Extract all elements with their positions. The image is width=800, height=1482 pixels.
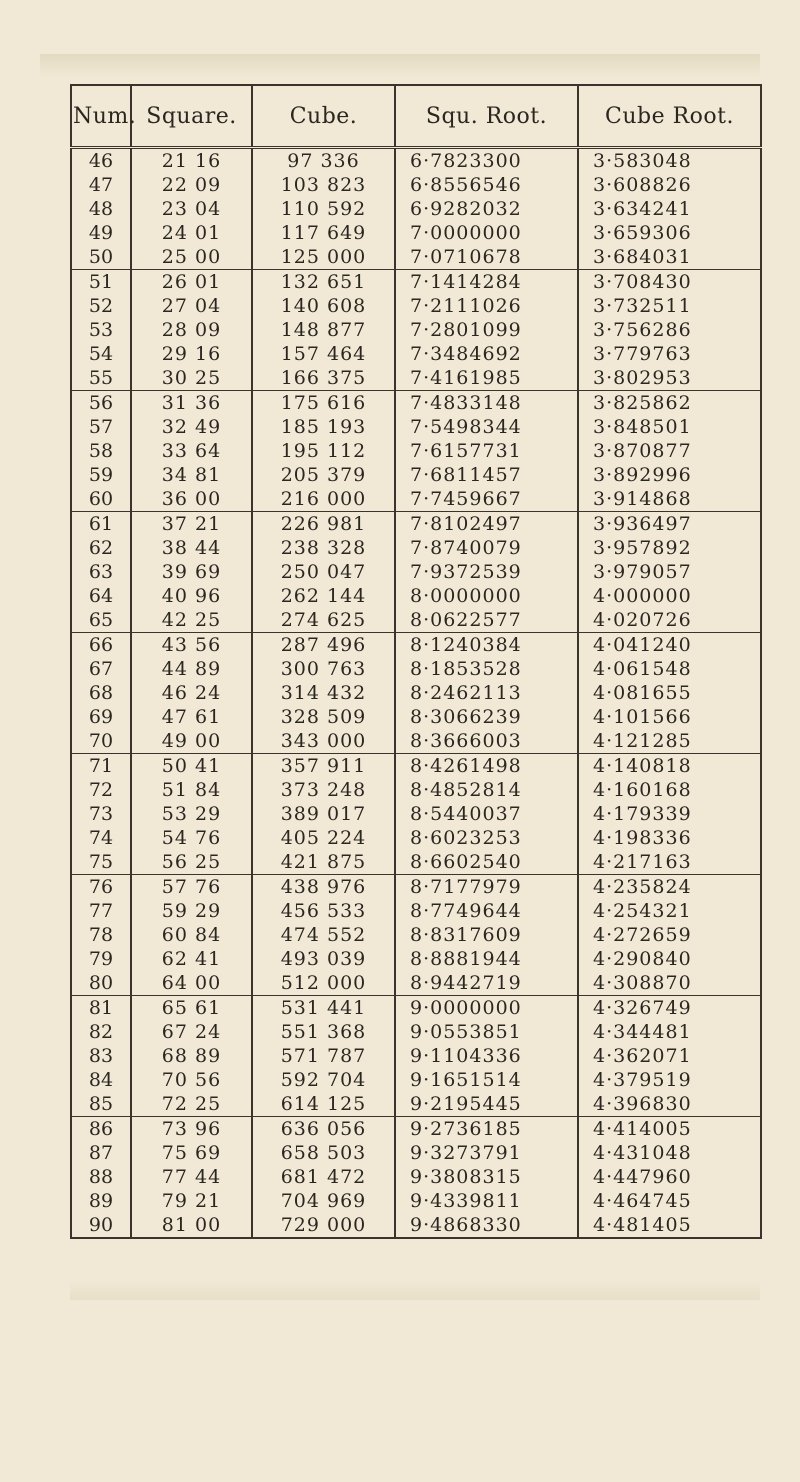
square-root-cell: 7·3484692 (395, 342, 578, 366)
num-cell: 70 (71, 729, 131, 754)
square-cell: 39 69 (131, 560, 252, 584)
cube-root-cell: 3·659306 (578, 221, 761, 245)
table-row (71, 899, 761, 923)
square-root-cell: 8·3066239 (395, 705, 578, 729)
header-square: Square. (131, 85, 252, 148)
table-row (71, 1020, 761, 1044)
cube-cell: 287 496 (252, 633, 395, 658)
square-root-cell: 7·9372539 (395, 560, 578, 584)
square-root-cell: 8·0000000 (395, 584, 578, 608)
cube-root-cell: 3·870877 (578, 439, 761, 463)
cube-cell: 117 649 (252, 221, 395, 245)
square-cell: 64 00 (131, 971, 252, 996)
table-row (71, 778, 761, 802)
num-cell: 90 (71, 1213, 131, 1238)
square-cell: 32 49 (131, 415, 252, 439)
num-cell: 85 (71, 1092, 131, 1117)
cube-cell: 314 432 (252, 681, 395, 705)
num-cell: 59 (88, 464, 114, 486)
square-root-cell: 8·6602540 (395, 850, 578, 875)
cube-root-cell: 3·914868 (578, 487, 761, 512)
cube-root-cell: 4·379519 (578, 1068, 761, 1092)
square-cell: 37 21 (131, 512, 252, 537)
cube-root-cell: 4·431048 (578, 1141, 761, 1165)
square-root-cell: 9·3273791 (395, 1141, 578, 1165)
num-cell: 68 (88, 682, 114, 704)
square-root-cell: 6·9282032 (395, 197, 578, 221)
square-root-cell: 9·2736185 (395, 1117, 578, 1142)
cube-cell: 195 112 (252, 439, 395, 463)
square-cell: 26 01 (131, 270, 252, 295)
cube-cell: 157 464 (252, 342, 395, 366)
table-row (71, 342, 761, 366)
cube-cell: 250 047 (252, 560, 395, 584)
num-cell: 77 (88, 900, 114, 922)
num-cell: 81 (88, 997, 114, 1019)
square-cell: 47 61 (131, 705, 252, 729)
square-cell: 21 16 (131, 148, 252, 174)
cube-root-cell: 3·708430 (578, 270, 761, 295)
header-cube: Cube. (252, 85, 395, 148)
cube-root-cell: 3·979057 (578, 560, 761, 584)
num-cell: 52 (88, 295, 114, 317)
cube-cell: 493 039 (252, 947, 395, 971)
square-root-cell: 7·0000000 (395, 221, 578, 245)
table-row (71, 560, 761, 584)
square-cell: 34 81 (131, 463, 252, 487)
page-top-edge (40, 54, 760, 78)
cube-root-cell: 3·732511 (578, 294, 761, 318)
table-row (71, 197, 761, 221)
square-cell: 62 41 (131, 947, 252, 971)
cube-root-cell: 4·414005 (578, 1117, 761, 1142)
cube-cell: 103 823 (252, 173, 395, 197)
cube-root-cell: 3·802953 (578, 366, 761, 391)
num-cell: 50 (71, 245, 131, 270)
cube-cell: 571 787 (252, 1044, 395, 1068)
square-cell: 67 24 (131, 1020, 252, 1044)
cube-cell: 343 000 (252, 729, 395, 754)
num-cell: 74 (88, 827, 114, 849)
table-row (71, 270, 761, 295)
square-root-cell: 9·2195445 (395, 1092, 578, 1117)
cube-root-cell: 4·121285 (578, 729, 761, 754)
num-cell: 67 (88, 658, 114, 680)
cube-root-cell: 4·308870 (578, 971, 761, 996)
cube-cell: 238 328 (252, 536, 395, 560)
num-cell: 72 (88, 779, 114, 801)
cube-root-cell: 4·020726 (578, 608, 761, 633)
cube-root-cell: 3·957892 (578, 536, 761, 560)
square-cell: 43 56 (131, 633, 252, 658)
table-row (71, 318, 761, 342)
num-cell: 66 (88, 634, 114, 656)
square-cell: 42 25 (131, 608, 252, 633)
table-row (71, 245, 761, 270)
num-cell: 48 (88, 198, 114, 220)
num-cell: 76 (88, 876, 114, 898)
square-root-cell: 7·4833148 (395, 391, 578, 416)
square-cell: 72 25 (131, 1092, 252, 1117)
square-cell: 44 89 (131, 657, 252, 681)
header-num: Num. (71, 85, 131, 148)
table-row (71, 1189, 761, 1213)
square-root-cell: 8·1240384 (395, 633, 578, 658)
table-row (71, 1092, 761, 1117)
cube-cell: 274 625 (252, 608, 395, 633)
table-row (71, 633, 761, 658)
cube-cell: 226 981 (252, 512, 395, 537)
square-root-cell: 7·1414284 (395, 270, 578, 295)
square-cell: 23 04 (131, 197, 252, 221)
cube-root-cell: 4·326749 (578, 996, 761, 1021)
cube-root-cell: 4·101566 (578, 705, 761, 729)
square-root-cell: 9·1104336 (395, 1044, 578, 1068)
square-cell: 59 29 (131, 899, 252, 923)
num-cell: 71 (88, 755, 114, 777)
cube-root-cell: 3·583048 (578, 148, 761, 174)
square-cell: 53 29 (131, 802, 252, 826)
cube-root-cell: 4·235824 (578, 875, 761, 900)
table-row (71, 366, 761, 391)
num-cell: 56 (88, 392, 114, 414)
cube-cell: 512 000 (252, 971, 395, 996)
table-row (71, 729, 761, 754)
square-cell: 77 44 (131, 1165, 252, 1189)
square-root-cell: 7·8740079 (395, 536, 578, 560)
cube-cell: 592 704 (252, 1068, 395, 1092)
table-row (71, 802, 761, 826)
square-cell: 33 64 (131, 439, 252, 463)
num-cell: 69 (88, 706, 114, 728)
cube-root-cell: 3·779763 (578, 342, 761, 366)
square-root-cell: 8·5440037 (395, 802, 578, 826)
square-root-cell: 8·3666003 (395, 729, 578, 754)
cube-cell: 166 375 (252, 366, 395, 391)
square-cell: 40 96 (131, 584, 252, 608)
cube-cell: 658 503 (252, 1141, 395, 1165)
page-bottom-edge (70, 1280, 760, 1300)
cube-cell: 185 193 (252, 415, 395, 439)
cube-cell: 531 441 (252, 996, 395, 1021)
table-header-row (71, 85, 761, 148)
cube-cell: 474 552 (252, 923, 395, 947)
square-root-cell: 8·0622577 (395, 608, 578, 633)
square-root-cell: 9·0000000 (395, 996, 578, 1021)
square-root-cell: 7·8102497 (395, 512, 578, 537)
square-root-cell: 9·4868330 (395, 1213, 578, 1238)
cube-root-cell: 4·217163 (578, 850, 761, 875)
num-cell: 80 (71, 971, 131, 996)
num-cell: 89 (88, 1190, 114, 1212)
square-root-cell: 8·6023253 (395, 826, 578, 850)
cube-root-cell: 4·000000 (578, 584, 761, 608)
cube-root-cell: 4·272659 (578, 923, 761, 947)
cube-root-cell: 4·081655 (578, 681, 761, 705)
square-root-cell: 8·4852814 (395, 778, 578, 802)
square-cell: 46 24 (131, 681, 252, 705)
num-cell: 63 (88, 561, 114, 583)
cube-root-cell: 4·362071 (578, 1044, 761, 1068)
table-row (71, 971, 761, 996)
num-cell: 47 (88, 174, 114, 196)
num-cell: 73 (88, 803, 114, 825)
cube-root-cell: 4·140818 (578, 754, 761, 779)
num-cell: 79 (88, 948, 114, 970)
square-root-cell: 7·7459667 (395, 487, 578, 512)
square-cell: 81 00 (131, 1213, 252, 1238)
num-cell: 51 (88, 271, 114, 293)
cube-cell: 373 248 (252, 778, 395, 802)
table-row (71, 512, 761, 537)
table-row (71, 487, 761, 512)
cube-root-cell: 4·160168 (578, 778, 761, 802)
cube-cell: 300 763 (252, 657, 395, 681)
cube-cell: 216 000 (252, 487, 395, 512)
square-cell: 29 16 (131, 342, 252, 366)
cube-cell: 175 616 (252, 391, 395, 416)
num-cell: 58 (88, 440, 114, 462)
table-row (71, 657, 761, 681)
table-row (71, 875, 761, 900)
cube-root-cell: 4·179339 (578, 802, 761, 826)
cube-root-cell: 4·198336 (578, 826, 761, 850)
table-row (71, 536, 761, 560)
num-cell: 88 (88, 1166, 114, 1188)
cube-root-cell: 4·061548 (578, 657, 761, 681)
square-root-cell: 9·0553851 (395, 1020, 578, 1044)
table-row (71, 1068, 761, 1092)
cube-root-cell: 4·464745 (578, 1189, 761, 1213)
table-row (71, 608, 761, 633)
table-row (71, 681, 761, 705)
cube-cell: 421 875 (252, 850, 395, 875)
table-row (71, 173, 761, 197)
square-cell: 24 01 (131, 221, 252, 245)
num-cell: 64 (88, 585, 114, 607)
table-row (71, 1213, 761, 1238)
cube-root-cell: 3·848501 (578, 415, 761, 439)
square-root-cell: 8·9442719 (395, 971, 578, 996)
cube-root-cell: 4·290840 (578, 947, 761, 971)
table-row (71, 754, 761, 779)
cube-cell: 97 336 (252, 148, 395, 174)
square-cell: 25 00 (131, 245, 252, 270)
table-row (71, 148, 761, 174)
table-row (71, 1044, 761, 1068)
num-cell: 53 (88, 319, 114, 341)
square-cell: 57 76 (131, 875, 252, 900)
table-row (71, 391, 761, 416)
table-row (71, 439, 761, 463)
num-cell: 57 (88, 416, 114, 438)
square-cell: 28 09 (131, 318, 252, 342)
square-root-cell: 6·8556546 (395, 173, 578, 197)
num-cell: 82 (88, 1021, 114, 1043)
table-row (71, 826, 761, 850)
cube-cell: 681 472 (252, 1165, 395, 1189)
square-cell: 31 36 (131, 391, 252, 416)
cube-cell: 614 125 (252, 1092, 395, 1117)
square-root-cell: 8·8317609 (395, 923, 578, 947)
cube-root-cell: 3·825862 (578, 391, 761, 416)
square-root-cell: 9·4339811 (395, 1189, 578, 1213)
table-row (71, 705, 761, 729)
square-cell: 49 00 (131, 729, 252, 754)
cube-cell: 357 911 (252, 754, 395, 779)
num-cell: 60 (71, 487, 131, 512)
cube-cell: 148 877 (252, 318, 395, 342)
cube-root-cell: 4·447960 (578, 1165, 761, 1189)
cube-cell: 328 509 (252, 705, 395, 729)
table-row (71, 923, 761, 947)
cube-cell: 438 976 (252, 875, 395, 900)
cube-root-cell: 3·936497 (578, 512, 761, 537)
square-root-cell: 8·7177979 (395, 875, 578, 900)
cube-cell: 729 000 (252, 1213, 395, 1238)
square-root-cell: 8·4261498 (395, 754, 578, 779)
table-row (71, 415, 761, 439)
square-root-cell: 8·8881944 (395, 947, 578, 971)
square-cell: 75 69 (131, 1141, 252, 1165)
square-cell: 68 89 (131, 1044, 252, 1068)
table-row (71, 584, 761, 608)
num-cell: 55 (71, 366, 131, 391)
cube-root-cell: 3·634241 (578, 197, 761, 221)
num-cell: 83 (88, 1045, 114, 1067)
cube-root-cell: 4·396830 (578, 1092, 761, 1117)
square-root-cell: 6·7823300 (395, 148, 578, 174)
square-cell: 60 84 (131, 923, 252, 947)
num-cell: 78 (88, 924, 114, 946)
cube-cell: 704 969 (252, 1189, 395, 1213)
table-row (71, 1141, 761, 1165)
square-cell: 65 61 (131, 996, 252, 1021)
square-root-cell: 9·3808315 (395, 1165, 578, 1189)
table-row (71, 1117, 761, 1142)
square-cell: 56 25 (131, 850, 252, 875)
square-cell: 54 76 (131, 826, 252, 850)
square-root-cell: 7·4161985 (395, 366, 578, 391)
square-cell: 50 41 (131, 754, 252, 779)
square-root-cell: 8·1853528 (395, 657, 578, 681)
cube-cell: 389 017 (252, 802, 395, 826)
num-cell: 49 (88, 222, 114, 244)
cube-root-cell: 3·608826 (578, 173, 761, 197)
table-body (71, 148, 761, 1239)
square-cell: 36 00 (131, 487, 252, 512)
cube-cell: 205 379 (252, 463, 395, 487)
table-row (71, 463, 761, 487)
table-row (71, 996, 761, 1021)
num-cell: 86 (88, 1118, 114, 1140)
num-cell: 62 (88, 537, 114, 559)
table-row (71, 1165, 761, 1189)
cube-cell: 456 533 (252, 899, 395, 923)
table-row (71, 294, 761, 318)
square-cell: 30 25 (131, 366, 252, 391)
cube-cell: 262 144 (252, 584, 395, 608)
square-cell: 70 56 (131, 1068, 252, 1092)
cube-root-cell: 3·756286 (578, 318, 761, 342)
num-cell: 54 (88, 343, 114, 365)
square-cell: 51 84 (131, 778, 252, 802)
cube-cell: 132 651 (252, 270, 395, 295)
num-cell: 87 (88, 1142, 114, 1164)
header-cube-root: Cube Root. (578, 85, 761, 148)
square-cell: 22 09 (131, 173, 252, 197)
square-root-cell: 7·0710678 (395, 245, 578, 270)
table-row (71, 947, 761, 971)
square-cell: 27 04 (131, 294, 252, 318)
square-root-cell: 8·2462113 (395, 681, 578, 705)
num-cell: 75 (71, 850, 131, 875)
cube-root-cell: 4·344481 (578, 1020, 761, 1044)
header-square-root: Squ. Root. (395, 85, 578, 148)
cube-root-cell: 4·481405 (578, 1213, 761, 1238)
square-root-cell: 9·1651514 (395, 1068, 578, 1092)
square-root-cell: 7·6811457 (395, 463, 578, 487)
square-root-cell: 7·6157731 (395, 439, 578, 463)
table-row (71, 850, 761, 875)
square-root-cell: 8·7749644 (395, 899, 578, 923)
cube-root-cell: 3·684031 (578, 245, 761, 270)
square-cell: 79 21 (131, 1189, 252, 1213)
cube-root-cell: 4·254321 (578, 899, 761, 923)
num-cell: 84 (88, 1069, 114, 1091)
cube-root-cell: 3·892996 (578, 463, 761, 487)
cube-cell: 551 368 (252, 1020, 395, 1044)
cube-cell: 140 608 (252, 294, 395, 318)
cube-root-cell: 4·041240 (578, 633, 761, 658)
cube-cell: 110 592 (252, 197, 395, 221)
table-row (71, 221, 761, 245)
num-cell: 65 (71, 608, 131, 633)
square-root-cell: 7·5498344 (395, 415, 578, 439)
square-cell: 38 44 (131, 536, 252, 560)
cube-cell: 405 224 (252, 826, 395, 850)
cube-cell: 636 056 (252, 1117, 395, 1142)
square-root-cell: 7·2111026 (395, 294, 578, 318)
num-cell: 61 (88, 513, 114, 535)
square-cell: 73 96 (131, 1117, 252, 1142)
math-table (70, 84, 762, 1239)
square-root-cell: 7·2801099 (395, 318, 578, 342)
cube-cell: 125 000 (252, 245, 395, 270)
num-cell: 46 (88, 150, 114, 172)
